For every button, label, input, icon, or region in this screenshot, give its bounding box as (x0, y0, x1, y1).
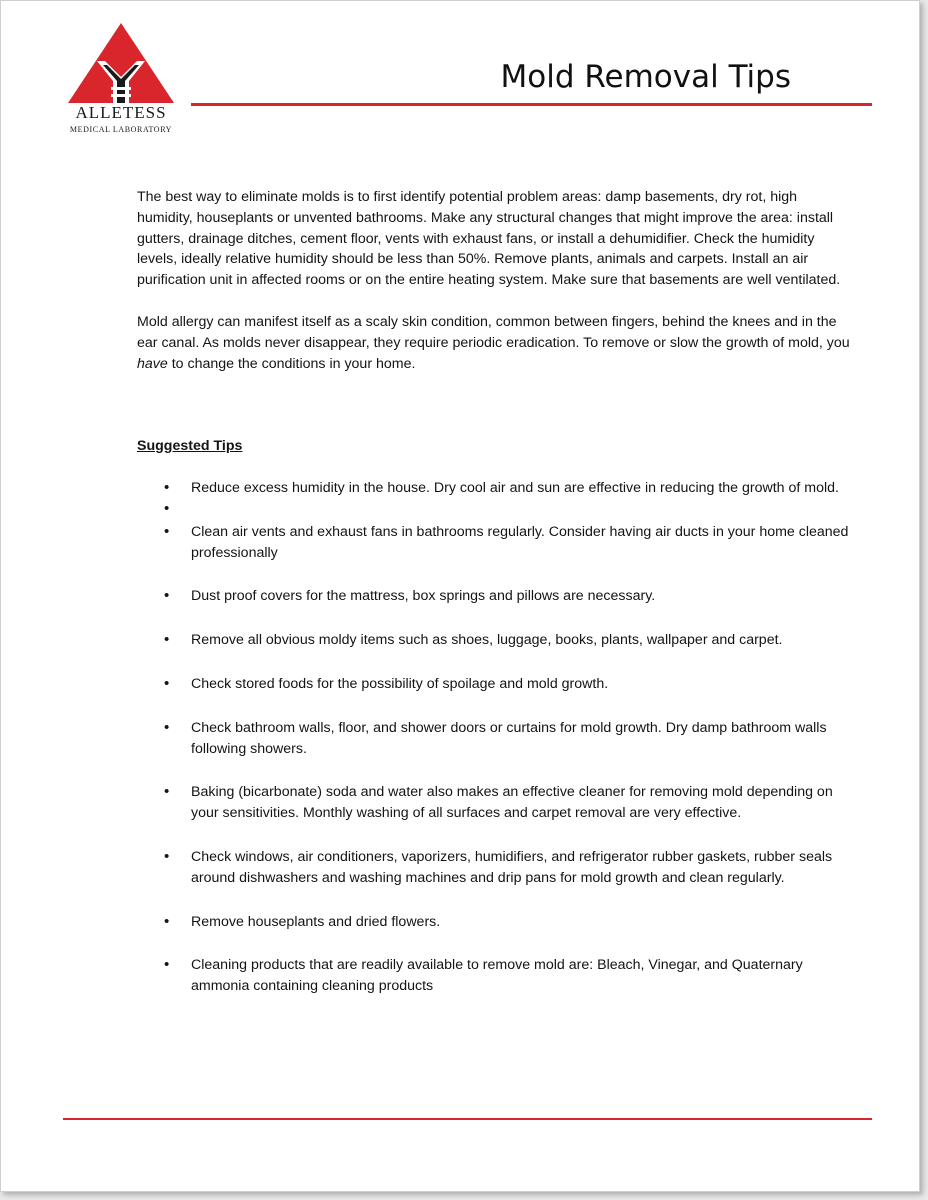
alletess-logo (61, 21, 181, 139)
allergy-text-end: to change the conditions in your home. (167, 355, 416, 372)
allergy-paragraph (137, 312, 853, 374)
tip-item: • Check stored foods for the possibility of spoilage and mold growth. (137, 674, 853, 695)
footer-divider (63, 1118, 872, 1120)
suggested-tips-heading: Suggested Tips (137, 438, 243, 455)
allergy-text-start: Mold allergy can manifest itself as a scaly skin condition, common between fingers, behind the knees and in the ear canal. As molds never disappear, they require periodic eradication. To remove or slow the growth of mold, you (137, 313, 850, 351)
tip-item: • Remove all obvious moldy items such as shoes, luggage, books, plants, wallpaper and carpet. (137, 630, 853, 651)
emphasis-have: have (137, 355, 168, 372)
tip-item: • Baking (bicarbonate) soda and water also makes an effective cleaner for removing mold depending on your sensitivities. Monthly washing of all surfaces and carpet removal are very effective. (137, 782, 853, 824)
tip-item: • Dust proof covers for the mattress, box springs and pillows are necessary. (137, 586, 853, 607)
tips-list (137, 478, 853, 997)
logo-subtitle: MEDICAL LABORATORY (69, 125, 173, 134)
intro-paragraph: The best way to eliminate molds is to first identify potential problem areas: damp basements, dry rot, high humidity, houseplants or unvented bathrooms. Make any structural changes that might improve the area: install gutters, drainage ditches, cement floor, vents with exhaust fans, or install a dehumidifier. Check the humidity levels, ideally relative humidity should be less than 50%. Remove plants, animals and carpets. Install an air purification unit in affected rooms or on the entire heating system. Make sure that basements are well ventilated. (137, 189, 841, 289)
tip-item-empty (137, 499, 853, 520)
page-title: Mold Removal Tips (500, 59, 791, 95)
tip-item: • Check bathroom walls, floor, and shower doors or curtains for mold growth. Dry damp bathroom walls following showers. (137, 718, 853, 760)
logo-triangle-icon (61, 21, 181, 111)
tip-item: • Check windows, air conditioners, vaporizers, humidifiers, and refrigerator rubber gaskets, rubber seals around dishwashers and washing machines and drip pans for mold growth and clean regularly. (137, 847, 853, 889)
document-body (137, 187, 853, 997)
tip-item: • Remove houseplants and dried flowers. (137, 912, 853, 933)
tip-item: • Clean air vents and exhaust fans in bathrooms regularly. Consider having air ducts in your home cleaned professionally (137, 522, 853, 564)
tip-item: • Cleaning products that are readily available to remove mold are: Bleach, Vinegar, and Quaternary ammonia containing cleaning products (137, 955, 853, 997)
logo-name: ALLETESS (75, 103, 167, 122)
header-divider (191, 103, 872, 106)
tip-item: • Reduce excess humidity in the house. Dry cool air and sun are effective in reducing the growth of mold. (137, 478, 853, 499)
